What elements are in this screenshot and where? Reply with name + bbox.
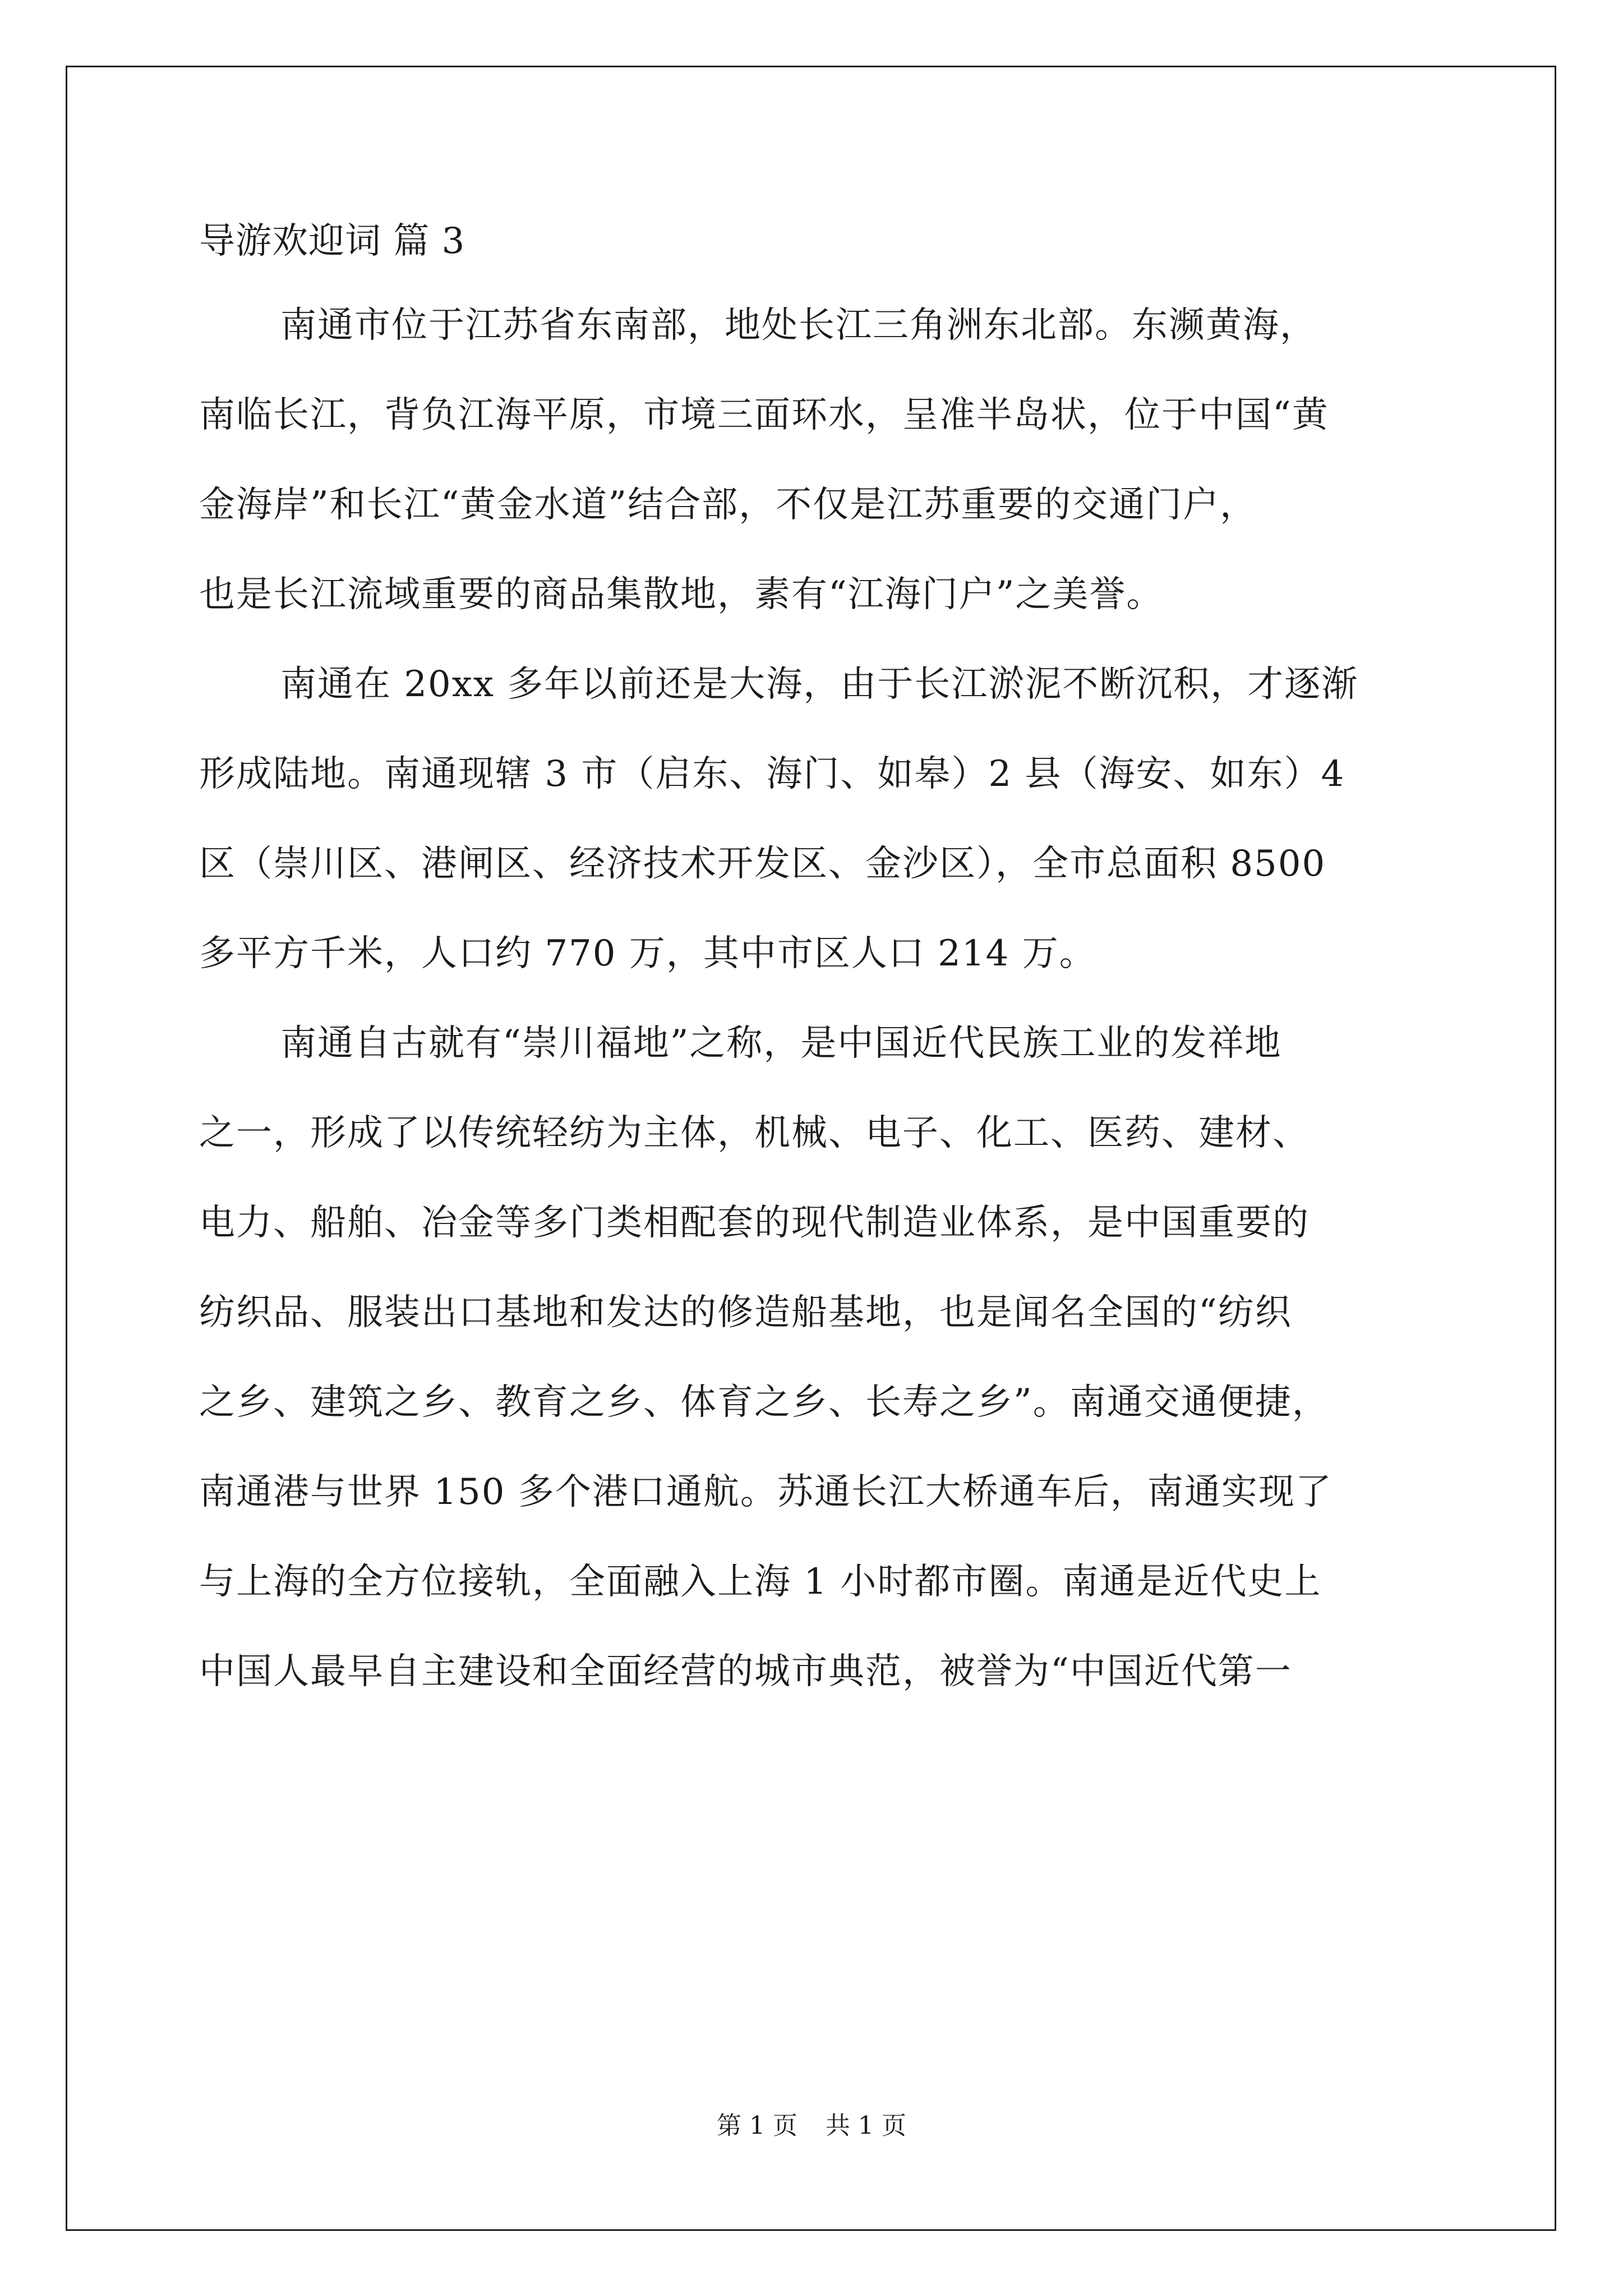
document-body [199, 202, 1450, 1717]
paragraph-2 [199, 639, 1450, 999]
paragraph-line: 南通自古就有“崇川福地”之称，是中国近代民族工业的发祥地 [280, 1023, 1282, 1064]
paragraph-line: 金海岸”和长江“黄金水道”结合部，不仅是江苏重要的交通门户， [199, 484, 1257, 526]
page-number: 第 1 页 [717, 2111, 797, 2140]
paragraph-line: 之乡、建筑之乡、教育之乡、体育之乡、长寿之乡”。南通交通便捷， [199, 1382, 1329, 1423]
paragraph-3 [199, 999, 1450, 1717]
paragraph-line: 中国人最早自主建设和全面经营的城市典范，被誉为“中国近代第一 [199, 1651, 1292, 1692]
paragraph-line: 南通港与世界 150 多个港口通航。苏通长江大桥通车后，南通实现了 [199, 1471, 1332, 1513]
page-total: 共 1 页 [826, 2111, 906, 2140]
paragraph-line: 南通市位于江苏省东南部，地处长江三角洲东北部。东濒黄海， [280, 305, 1317, 346]
paragraph-line: 多平方千米，人口约 770 万，其中市区人口 214 万。 [199, 933, 1096, 974]
paragraph-line: 南通在 20xx 多年以前还是大海，由于长江淤泥不断沉积，才逐渐 [280, 664, 1359, 705]
paragraph-line: 南临长江，背负江海平原，市境三面环水，呈准半岛状，位于中国“黄 [199, 394, 1329, 436]
paragraph-1 [199, 280, 1450, 639]
paragraph-line: 之一，形成了以传统轻纺为主体，机械、电子、化工、医药、建材、 [199, 1112, 1310, 1154]
paragraph-line: 区（崇川区、港闸区、经济技术开发区、金沙区），全市总面积 8500 [199, 843, 1326, 885]
paragraph-line: 纺织品、服装出口基地和发达的修造船基地，也是闻名全国的“纺织 [199, 1292, 1292, 1333]
paragraph-line: 也是长江流域重要的商品集散地，素有“江海门户”之美誉。 [199, 574, 1164, 615]
paragraph-line: 电力、船舶、冶金等多门类相配套的现代制造业体系，是中国重要的 [199, 1202, 1310, 1244]
paragraph-line: 形成陆地。南通现辖 3 市（启东、海门、如皋）2 县（海安、如东）4 [199, 753, 1345, 795]
paragraph-line: 与上海的全方位接轨，全面融入上海 1 小时都市圈。南通是近代史上 [199, 1561, 1322, 1603]
document-title: 导游欢迎词 篇 3 [199, 220, 465, 262]
page-footer [0, 2109, 1623, 2143]
